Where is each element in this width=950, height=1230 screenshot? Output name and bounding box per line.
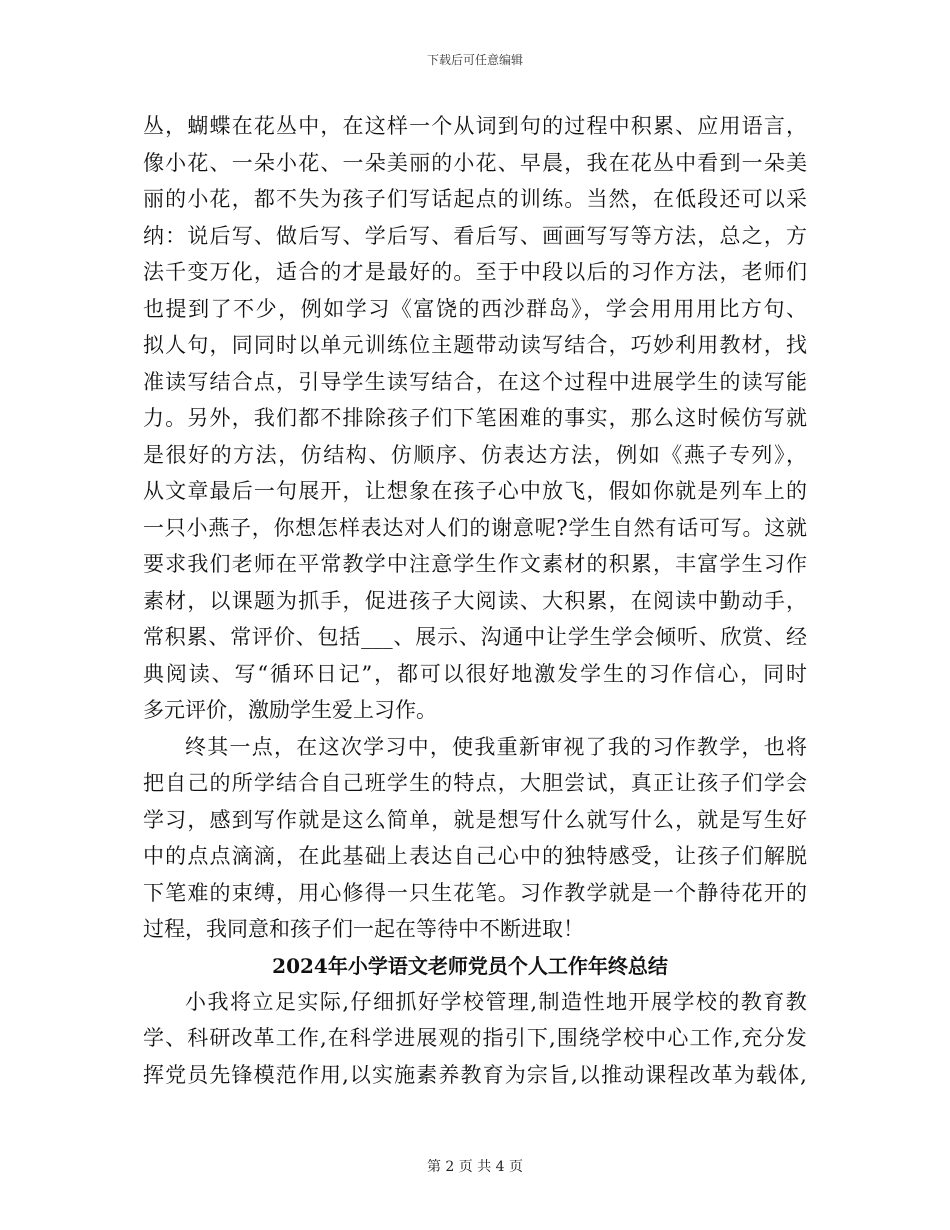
text-line: 过程，我同意和孩子们一起在等待中不断进取！ [143,917,584,941]
text-line: 从文章最后一句展开，让想象在孩子心中放飞，假如你就是列车上的 [143,479,807,503]
text-line: 力。另外，我们都不排除孩子们下笔困难的事实，那么这时候仿写就 [143,406,807,430]
text-line: 多元评价，激励学生爱上习作。 [143,698,437,722]
text-line: 终其一点，在这次学习中，使我重新审视了我的习作教学，也将 [185,734,807,759]
page-footer: 第 2 页 共 4 页 [426,1159,524,1175]
text-line: 像小花、一朵小花、一朵美丽的小花、早晨，我在花丛中看到一朵美 [143,150,807,175]
text-line: 典阅读、写“循环日记”，都可以很好地激发学生的习作信心，同时 [143,661,807,686]
text-line: 素材，以课题为抓手，促进孩子大阅读、大积累，在阅读中勤动手， [143,588,807,613]
page-header: 下载后可任意编辑 [426,53,523,67]
text-line: 中的点点滴滴，在此基础上表达自己心中的独特感受，让孩子们解脱 [143,844,807,868]
section-title: 2024年小学语文老师党员个人工作年终总结 [272,953,668,978]
text-line: 丽的小花，都不失为孩子们写话起点的训练。当然，在低段还可以采 [143,187,807,211]
text-line: 学习，感到写作就是这么简单，就是想写什么就写什么，就是写生好 [143,807,807,832]
section-paragraph [143,984,807,1094]
text-line: 纳：说后写、做后写、学后写、看后写、画画写写等方法，总之，方 [143,223,807,248]
text-line: 挥党员先锋模范作用,以实施素养教育为宗旨,以推动课程改革为载体, [143,1062,807,1087]
text-line: 小我将立足实际,仔细抓好学校管理,制造性地开展学校的教育教 [185,989,807,1014]
text-line: 也提到了不少，例如学习《富饶的西沙群岛》，学会用用用比方句、 [143,296,807,321]
text-line: 下笔难的束缚，用心修得一只生花笔。习作教学就是一个静待花开的 [143,880,807,905]
text-line: 是很好的方法，仿结构、仿顺序、仿表达方法，例如《燕子专列》， [143,442,807,467]
paragraph-2 [143,729,807,948]
text-line: 准读写结合点，引导学生读写结合，在这个过程中进展学生的读写能 [143,369,807,394]
document-body [143,108,807,1093]
text-line: 把自己的所学结合自己班学生的特点，大胆尝试，真正让孩子们学会 [143,771,807,795]
text-line: 常积累、常评价、包括___、展示、沟通中让学生学会倾听、欣赏、经 [143,625,807,649]
paragraph-1 [143,108,807,729]
text-line: 学、科研改革工作,在科学进展观的指引下,围绕学校中心工作,充分发 [143,1026,807,1050]
text-line: 法千变万化，适合的才是最好的。至于中段以后的习作方法，老师们 [143,260,807,284]
text-line: 拟人句，同同时以单元训练位主题带动读写结合，巧妙利用教材，找 [143,333,807,357]
text-line: 一只小燕子，你想怎样表达对人们的谢意呢?学生自然有话可写。这就 [143,515,807,540]
text-line: 要求我们老师在平常教学中注意学生作文素材的积累，丰富学生习作 [143,552,807,576]
text-line: 丛，蝴蝶在花丛中，在这样一个从词到句的过程中积累、应用语言， [143,114,807,138]
